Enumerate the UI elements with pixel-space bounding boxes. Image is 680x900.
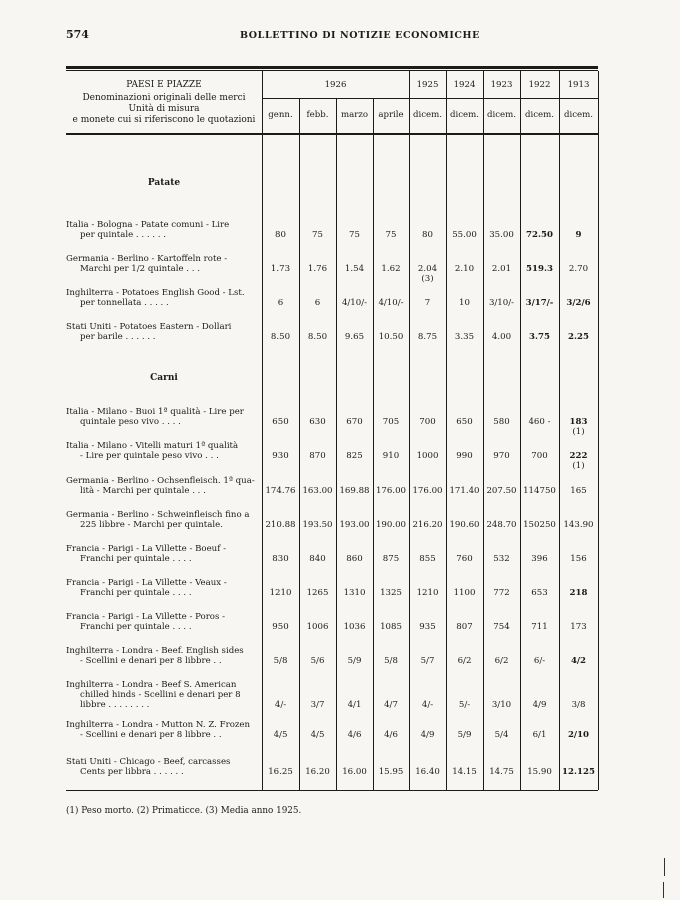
table-cell: 16.40 bbox=[415, 767, 440, 777]
table-cell: 990 bbox=[456, 451, 473, 461]
row-label: - Lire per quintale peso vivo . . . bbox=[80, 451, 219, 461]
table-cell: 72.50 bbox=[526, 230, 553, 240]
table-cell: 1.76 bbox=[307, 264, 328, 274]
table-cell: 3/2/6 bbox=[566, 298, 591, 308]
table-cell: 650 bbox=[272, 417, 289, 427]
table-cell: 193.00 bbox=[339, 520, 370, 530]
row-label: per barile . . . . . . bbox=[80, 332, 156, 342]
table-cell: 630 bbox=[309, 417, 326, 427]
table-top-rule-thin bbox=[66, 70, 598, 71]
cell-note: (1) bbox=[572, 427, 585, 437]
table-cell: 4/10/- bbox=[341, 298, 368, 308]
row-label: per tonnellata . . . . . bbox=[80, 298, 169, 308]
table-cell: 4/9 bbox=[420, 730, 435, 740]
table-cell: 6/1 bbox=[532, 730, 547, 740]
table-cell: 700 bbox=[531, 451, 548, 461]
table-cell: 3.35 bbox=[454, 332, 475, 342]
table-cell: 950 bbox=[272, 622, 289, 632]
table-cell: 75 bbox=[349, 230, 360, 240]
table-cell: 840 bbox=[309, 554, 326, 564]
table-cell: 6 bbox=[314, 298, 321, 308]
table-cell: 1310 bbox=[343, 588, 366, 598]
row-label: Marchi per 1/2 quintale . . . bbox=[80, 264, 200, 274]
table-cell: 14.15 bbox=[452, 767, 477, 777]
table-cell: 222 bbox=[569, 451, 588, 461]
table-cell: 174.76 bbox=[265, 486, 296, 496]
year-header: 1926 bbox=[324, 80, 347, 90]
table-cell: 2.70 bbox=[568, 264, 589, 274]
table-cell: 910 bbox=[382, 451, 400, 461]
row-label: Germania - Berlino - Ochsenfleisch. 1ª qua- bbox=[66, 476, 255, 486]
row-label: Franchi per quintale . . . . bbox=[80, 588, 192, 598]
row-label: Francia - Parigi - La Villette - Poros - bbox=[66, 612, 226, 622]
table-cell: 8.50 bbox=[270, 332, 291, 342]
table-cell: 807 bbox=[456, 622, 473, 632]
section-title: Carni bbox=[150, 373, 178, 383]
table-cell: 35.00 bbox=[489, 230, 514, 240]
row-label: lità - Marchi per quintale . . . bbox=[80, 486, 206, 496]
table-cell: 165 bbox=[570, 486, 587, 496]
row-label: Stati Uniti - Chicago - Beef, carcasses bbox=[66, 757, 231, 767]
table-cell: 14.75 bbox=[489, 767, 514, 777]
table-cell: 6/2 bbox=[494, 656, 509, 666]
column-rule bbox=[409, 71, 410, 790]
table-cell: 248.70 bbox=[486, 520, 517, 530]
table-cell: 4/6 bbox=[384, 730, 398, 740]
row-label: Stati Uniti - Potatoes Eastern - Dollari bbox=[66, 322, 232, 332]
column-rule bbox=[483, 71, 484, 790]
table-cell: 5/6 bbox=[310, 656, 325, 666]
table-cell: 207.50 bbox=[486, 486, 517, 496]
table-cell: 5/9 bbox=[457, 730, 472, 740]
row-label: Inghilterra - Potatoes English Good - Lst. bbox=[66, 288, 245, 298]
row-label: 225 libbre - Marchi per quintale. bbox=[80, 520, 223, 530]
row-label: Germania - Berlino - Kartoffeln rote - bbox=[66, 254, 228, 264]
table-cell: 1.62 bbox=[381, 264, 401, 274]
table-cell: 55.00 bbox=[452, 230, 477, 240]
table-cell: 4/1 bbox=[347, 700, 362, 710]
table-cell: 935 bbox=[419, 622, 436, 632]
table-cell: 80 bbox=[275, 230, 286, 240]
table-cell: 4/7 bbox=[384, 700, 398, 710]
table-cell: 5/8 bbox=[384, 656, 398, 666]
table-cell: 75 bbox=[385, 230, 397, 240]
year-header: 1922 bbox=[528, 80, 551, 90]
table-cell: 8.75 bbox=[417, 332, 438, 342]
table-cell: 705 bbox=[382, 417, 400, 427]
table-cell: 5/4 bbox=[494, 730, 509, 740]
table-cell: 5/8 bbox=[273, 656, 288, 666]
table-cell: 2.01 bbox=[491, 264, 512, 274]
row-label: - Scellini e denari per 8 libbre . . bbox=[80, 656, 222, 666]
section-title: Patate bbox=[147, 178, 181, 188]
margin-mark bbox=[664, 858, 665, 876]
running-head: BOLLETTINO DI NOTIZIE ECONOMICHE bbox=[240, 30, 480, 41]
month-header: dicem. bbox=[563, 110, 594, 120]
table-cell: 7 bbox=[424, 298, 431, 308]
table-cell: 519.3 bbox=[526, 264, 553, 274]
table-cell: 8.50 bbox=[307, 332, 328, 342]
table-cell: 670 bbox=[346, 417, 363, 427]
table-cell: 1006 bbox=[306, 622, 329, 632]
table-cell: 3/7 bbox=[310, 700, 325, 710]
table-cell: 3/8 bbox=[571, 700, 586, 710]
year-header: 1913 bbox=[567, 80, 590, 90]
table-cell: 1325 bbox=[380, 588, 402, 598]
cell-note: (1) bbox=[572, 461, 585, 471]
month-header: febb. bbox=[306, 110, 329, 120]
table-cell: 163.00 bbox=[302, 486, 333, 496]
table-cell: 754 bbox=[493, 622, 510, 632]
table-cell: 460 - bbox=[528, 417, 551, 427]
year-header: 1923 bbox=[490, 80, 513, 90]
table-cell: 176.00 bbox=[412, 486, 443, 496]
row-label: Inghilterra - Londra - Beef S. American bbox=[66, 680, 237, 690]
table-cell: 75 bbox=[312, 230, 323, 240]
table-cell: 9 bbox=[575, 230, 582, 240]
table-cell: 6/- bbox=[533, 656, 546, 666]
month-header: dicem. bbox=[486, 110, 517, 120]
table-cell: 1265 bbox=[306, 588, 329, 598]
table-cell: 875 bbox=[382, 554, 400, 564]
table-cell: 171.40 bbox=[449, 486, 480, 496]
footnote: (1) Peso morto. (2) Primaticce. (3) Media anno 1925. bbox=[66, 806, 302, 816]
table-cell: 1210 bbox=[269, 588, 292, 598]
table-cell: 2/10 bbox=[567, 730, 590, 740]
table-cell: 760 bbox=[456, 554, 473, 564]
table-cell: 176.00 bbox=[375, 486, 407, 496]
table-cell: 143.90 bbox=[563, 520, 594, 530]
month-header: dicem. bbox=[524, 110, 555, 120]
column-rule bbox=[373, 98, 374, 790]
month-header: dicem. bbox=[449, 110, 480, 120]
table-cell: 650 bbox=[456, 417, 473, 427]
row-label: Italia - Bologna - Patate comuni - Lire bbox=[66, 220, 230, 230]
table-cell: 16.00 bbox=[342, 767, 367, 777]
year-header: 1924 bbox=[453, 80, 476, 90]
row-label: Inghilterra - Londra - Beef. English sides bbox=[66, 646, 244, 656]
table-cell: 4/5 bbox=[273, 730, 288, 740]
table-cell: 114750 bbox=[523, 486, 556, 496]
row-label: per quintale . . . . . . bbox=[80, 230, 166, 240]
row-label: Italia - Milano - Vitelli maturi 1ª qualità bbox=[66, 441, 239, 451]
row-label: Italia - Milano - Buoi 1ª qualità - Lire per bbox=[66, 407, 244, 417]
row-label: Franchi per quintale . . . . bbox=[80, 622, 192, 632]
table-cell: 1210 bbox=[416, 588, 439, 598]
table-cell: 711 bbox=[531, 622, 548, 632]
table-cell: 218 bbox=[569, 588, 588, 598]
table-top-rule bbox=[66, 66, 598, 69]
table-cell: 156 bbox=[570, 554, 587, 564]
table-cell: 4/2 bbox=[570, 656, 587, 666]
cell-note: (3) bbox=[421, 274, 434, 284]
row-label: chilled hinds - Scellini e denari per 8 bbox=[80, 690, 241, 700]
table-cell: 1.73 bbox=[270, 264, 291, 274]
table-cell: 2.25 bbox=[568, 332, 589, 342]
table-cell: 4.00 bbox=[491, 332, 512, 342]
header-bottom-rule bbox=[66, 133, 598, 135]
column-rule bbox=[336, 98, 337, 790]
header-subtitle-1: Denominazioni originali delle merci bbox=[82, 93, 246, 103]
table-cell: 6/2 bbox=[457, 656, 472, 666]
column-rule bbox=[446, 71, 447, 790]
header-title: PAESI E PIAZZE bbox=[126, 80, 202, 90]
table-cell: 4/- bbox=[421, 700, 434, 710]
row-label: Franchi per quintale . . . . bbox=[80, 554, 192, 564]
header-year-rule bbox=[262, 98, 598, 99]
table-cell: 3.75 bbox=[529, 332, 550, 342]
table-cell: 15.95 bbox=[378, 767, 404, 777]
table-cell: 580 bbox=[493, 417, 510, 427]
column-rule bbox=[520, 71, 521, 790]
table-cell: 216.20 bbox=[412, 520, 443, 530]
table-cell: 5/7 bbox=[420, 656, 435, 666]
table-cell: 2.04 bbox=[417, 264, 438, 274]
page-number: 574 bbox=[66, 28, 89, 41]
table-cell: 15.90 bbox=[527, 767, 552, 777]
table-cell: 532 bbox=[493, 554, 510, 564]
table-cell: 4/10/- bbox=[378, 298, 404, 308]
table-cell: 2.10 bbox=[454, 264, 475, 274]
table-cell: 1.54 bbox=[344, 264, 365, 274]
table-cell: 855 bbox=[419, 554, 436, 564]
table-cell: 4/9 bbox=[532, 700, 547, 710]
month-header: marzo bbox=[340, 110, 369, 120]
table-cell: 825 bbox=[346, 451, 363, 461]
row-label: Germania - Berlino - Schweinfleisch fino a bbox=[66, 510, 250, 520]
table-cell: 772 bbox=[493, 588, 510, 598]
table-cell: 210.88 bbox=[265, 520, 296, 530]
column-rule bbox=[262, 71, 263, 790]
table-cell: 9.65 bbox=[344, 332, 365, 342]
table-cell: 4/5 bbox=[310, 730, 325, 740]
table-cell: 190.60 bbox=[449, 520, 480, 530]
row-label: Francia - Parigi - La Villette - Veaux - bbox=[66, 578, 227, 588]
table-cell: 183 bbox=[569, 417, 588, 427]
table-cell: 150250 bbox=[523, 520, 556, 530]
header-subtitle-2: Unità di misura bbox=[128, 104, 200, 114]
table-cell: 1085 bbox=[380, 622, 402, 632]
row-label: Inghilterra - Londra - Mutton N. Z. Frozen bbox=[66, 720, 251, 730]
row-label: quintale peso vivo . . . . bbox=[80, 417, 181, 427]
table-cell: 5/9 bbox=[347, 656, 362, 666]
table-cell: 80 bbox=[422, 230, 433, 240]
table-cell: 1000 bbox=[416, 451, 439, 461]
table-cell: 3/17/- bbox=[525, 298, 554, 308]
table-cell: 830 bbox=[272, 554, 289, 564]
table-cell: 6 bbox=[277, 298, 284, 308]
table-cell: 1036 bbox=[343, 622, 366, 632]
table-cell: 173 bbox=[570, 622, 587, 632]
table-cell: 10 bbox=[459, 298, 470, 308]
table-cell: 396 bbox=[531, 554, 548, 564]
table-cell: 5/- bbox=[458, 700, 471, 710]
row-label: libbre . . . . . . . . bbox=[80, 700, 150, 710]
table-cell: 870 bbox=[309, 451, 326, 461]
month-header: aprile bbox=[378, 110, 404, 120]
table-cell: 653 bbox=[531, 588, 548, 598]
table-cell: 4/- bbox=[274, 700, 287, 710]
column-rule bbox=[598, 71, 599, 790]
column-rule bbox=[299, 98, 300, 790]
table-cell: 12.125 bbox=[562, 767, 595, 777]
table-cell: 970 bbox=[493, 451, 510, 461]
month-header: dicem. bbox=[412, 110, 443, 120]
table-cell: 930 bbox=[272, 451, 289, 461]
table-cell: 10.50 bbox=[378, 332, 404, 342]
table-bottom-rule bbox=[66, 790, 598, 791]
table-cell: 3/10/- bbox=[488, 298, 515, 308]
table-cell: 1100 bbox=[453, 588, 476, 598]
year-header: 1925 bbox=[416, 80, 439, 90]
header-subtitle-3: e monete cui si riferiscono le quotazioni bbox=[72, 115, 256, 125]
table-cell: 193.50 bbox=[302, 520, 333, 530]
table-cell: 16.20 bbox=[305, 767, 330, 777]
row-label: Francia - Parigi - La Villette - Boeuf - bbox=[66, 544, 227, 554]
table-cell: 16.25 bbox=[268, 767, 293, 777]
table-cell: 700 bbox=[419, 417, 436, 427]
table-cell: 169.88 bbox=[339, 486, 370, 496]
table-cell: 4/6 bbox=[347, 730, 362, 740]
row-label: Cents per libbra . . . . . . bbox=[80, 767, 184, 777]
row-label: - Scellini e denari per 8 libbre . . bbox=[80, 730, 222, 740]
table-cell: 3/10 bbox=[491, 700, 512, 710]
margin-mark bbox=[663, 882, 664, 898]
table-cell: 190.00 bbox=[375, 520, 407, 530]
month-header: genn. bbox=[268, 110, 293, 120]
table-cell: 860 bbox=[346, 554, 363, 564]
